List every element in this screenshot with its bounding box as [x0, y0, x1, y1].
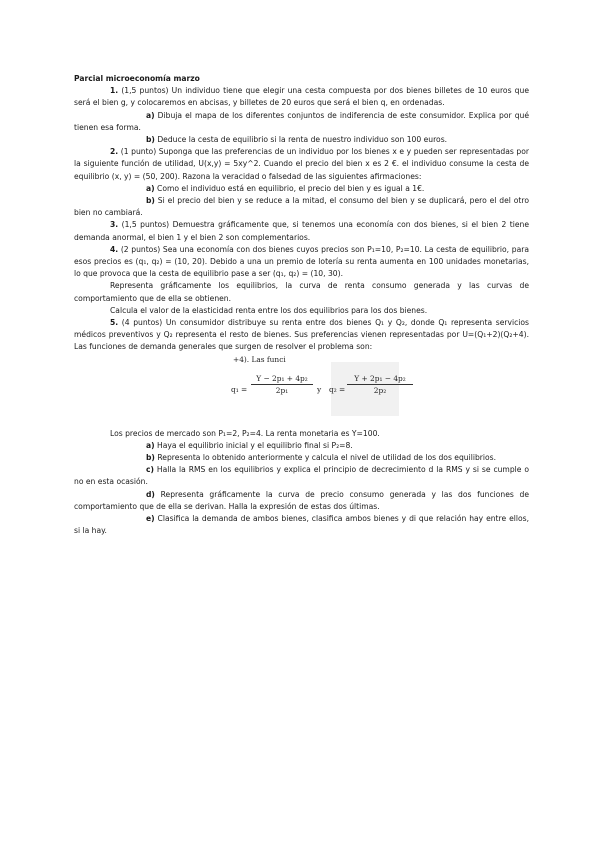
item-label: e) [146, 514, 155, 524]
item-text: Dibuja el mapa de los diferentes conjuntos de indiferencia de este consumidor. Explica por qué tienen esa forma. [74, 110, 529, 132]
q1-lhs: q₁ = [231, 384, 248, 394]
question-number: 3. [110, 220, 119, 230]
document-title: Parcial microeconomía marzo [74, 74, 200, 83]
item-5b [74, 452, 529, 464]
question-text: (1,5 puntos) Un individuo tiene que elegir una cesta compuesta por dos bienes billetes de 10 euros que será el bien g, y colocaremos en abcisas, y billetes de 20 euros que será el bien q, en ordenadas. [74, 86, 529, 108]
item-label: c) [146, 465, 154, 475]
question-2 [74, 146, 529, 183]
item-text: Representa gráficamente la curva de precio consumo generada y las dos funciones de comportamiento que de ella se derivan. Halla la expresión de estas dos últimas. [74, 489, 529, 511]
q1-numerator: Y − 2p₁ + 4p₂ [251, 374, 313, 385]
question-text: (1 punto) Suponga que las preferencias de un individuo por los bienes x e y pueden ser representadas por la siguiente función de utilidad, U(x,y) = 5xy^2. Cuando el precio del bien x es 2 €. el individuo consume la cesta de equilibrio (x, y) = (50, 200). Razona la veracidad o falsedad de las siguientes afirmaciones: [74, 147, 529, 181]
item-text: Representa lo obtenido anteriormente y calcula el nivel de utilidad de los dos equilibrios. [154, 453, 497, 463]
item-text: Si el precio del bien y se reduce a la mitad, el consumo del bien y se duplicará, pero el del otro bien no cambiará. [74, 196, 529, 218]
question-number: 1. [110, 86, 119, 96]
market-prices: Los precios de mercado son P₁=2, P₂=4. La renta monetaria es Y=100. [110, 428, 380, 438]
item-1a [74, 110, 529, 134]
item-label: a) [146, 440, 155, 450]
question-3 [74, 219, 529, 243]
question-number: 4. [110, 244, 119, 254]
question-text: (2 puntos) Sea una economía con dos bienes cuyos precios son P₁=10, P₂=10. La cesta de equilibrio, para esos precios es (q₁, q₂) = (10, 20). Debido a una un premio de lotería su renta aumenta en 100 unidades monetarias, lo que provoca que la cesta de equilibrio pase a ser (q₁, q₂) = (10, 30). [74, 244, 529, 279]
q2-fraction [347, 374, 413, 396]
q1-denominator: 2p₁ [275, 385, 289, 395]
question-4 [74, 244, 529, 281]
item-5d [74, 489, 529, 513]
item-label: b) [146, 135, 155, 145]
question-1 [74, 85, 529, 109]
formula-crop [231, 354, 406, 416]
item-label: b) [146, 453, 155, 463]
item-1b [74, 134, 529, 146]
item-text: Halla la RMS en los equilibrios y explica el principio de decrecimiento d la RMS y si se cumple o no en esta ocasión. [74, 465, 529, 487]
item-label: d) [146, 489, 155, 499]
item-2a [74, 183, 529, 195]
item-text: Como el individuo está en equilibrio, el precio del bien y es igual a 1€. [154, 183, 425, 193]
item-5e [74, 513, 529, 537]
question-5 [74, 317, 529, 354]
q2-denominator: 2p₂ [373, 385, 387, 395]
item-5c [74, 464, 529, 488]
q1-fraction [251, 374, 313, 396]
q2-numerator: Y + 2p₁ − 4p₂ [347, 374, 413, 385]
demand-formula-image [74, 356, 529, 422]
item-text: Clasifica la demanda de ambos bienes, clasifica ambos bienes y di que relación hay entre ellos, si la hay. [74, 514, 529, 536]
item-label: b) [146, 196, 155, 206]
item-label: a) [146, 183, 155, 193]
item-5a [74, 440, 529, 452]
question-4-paragraph: Representa gráficamente los equilibrios, la curva de renta consumo generada y las curvas de comportamiento que de ella se obtienen. [74, 281, 529, 303]
formula-conjunction: y [317, 384, 322, 394]
question-number: 2. [110, 147, 119, 157]
q2-lhs: q₂ = [329, 384, 346, 394]
formula-top-fragment: +4). Las funci [233, 354, 286, 364]
item-text: Deduce la cesta de equilibrio si la renta de nuestro individuo son 100 euros. [154, 135, 448, 145]
question-text: (4 puntos) Un consumidor distribuye su renta entre dos bienes Q₁ y Q₂, donde Q₁ representa servicios médicos preventivos y Q₂ representa el resto de bienes. Sus preferencias vienen representadas por U=(Q₁+2)(Q₂+4). Las funciones de demanda generales que surgen de resolver el problema son: [74, 318, 529, 352]
question-number: 5. [110, 318, 119, 328]
item-label: a) [146, 110, 155, 120]
document-body [74, 73, 529, 538]
question-4-paragraph: Calcula el valor de la elasticidad renta entre los dos equilibrios para los dos bienes. [110, 305, 428, 315]
item-text: Haya el equilibrio inicial y el equilibrio final si P₂=8. [154, 440, 353, 450]
item-2b [74, 195, 529, 219]
question-text: (1,5 puntos) Demuestra gráficamente que, si tenemos una economía con dos bienes, si el bien 2 tiene demanda anormal, el bien 1 y el bien 2 son complementarios. [74, 220, 529, 242]
